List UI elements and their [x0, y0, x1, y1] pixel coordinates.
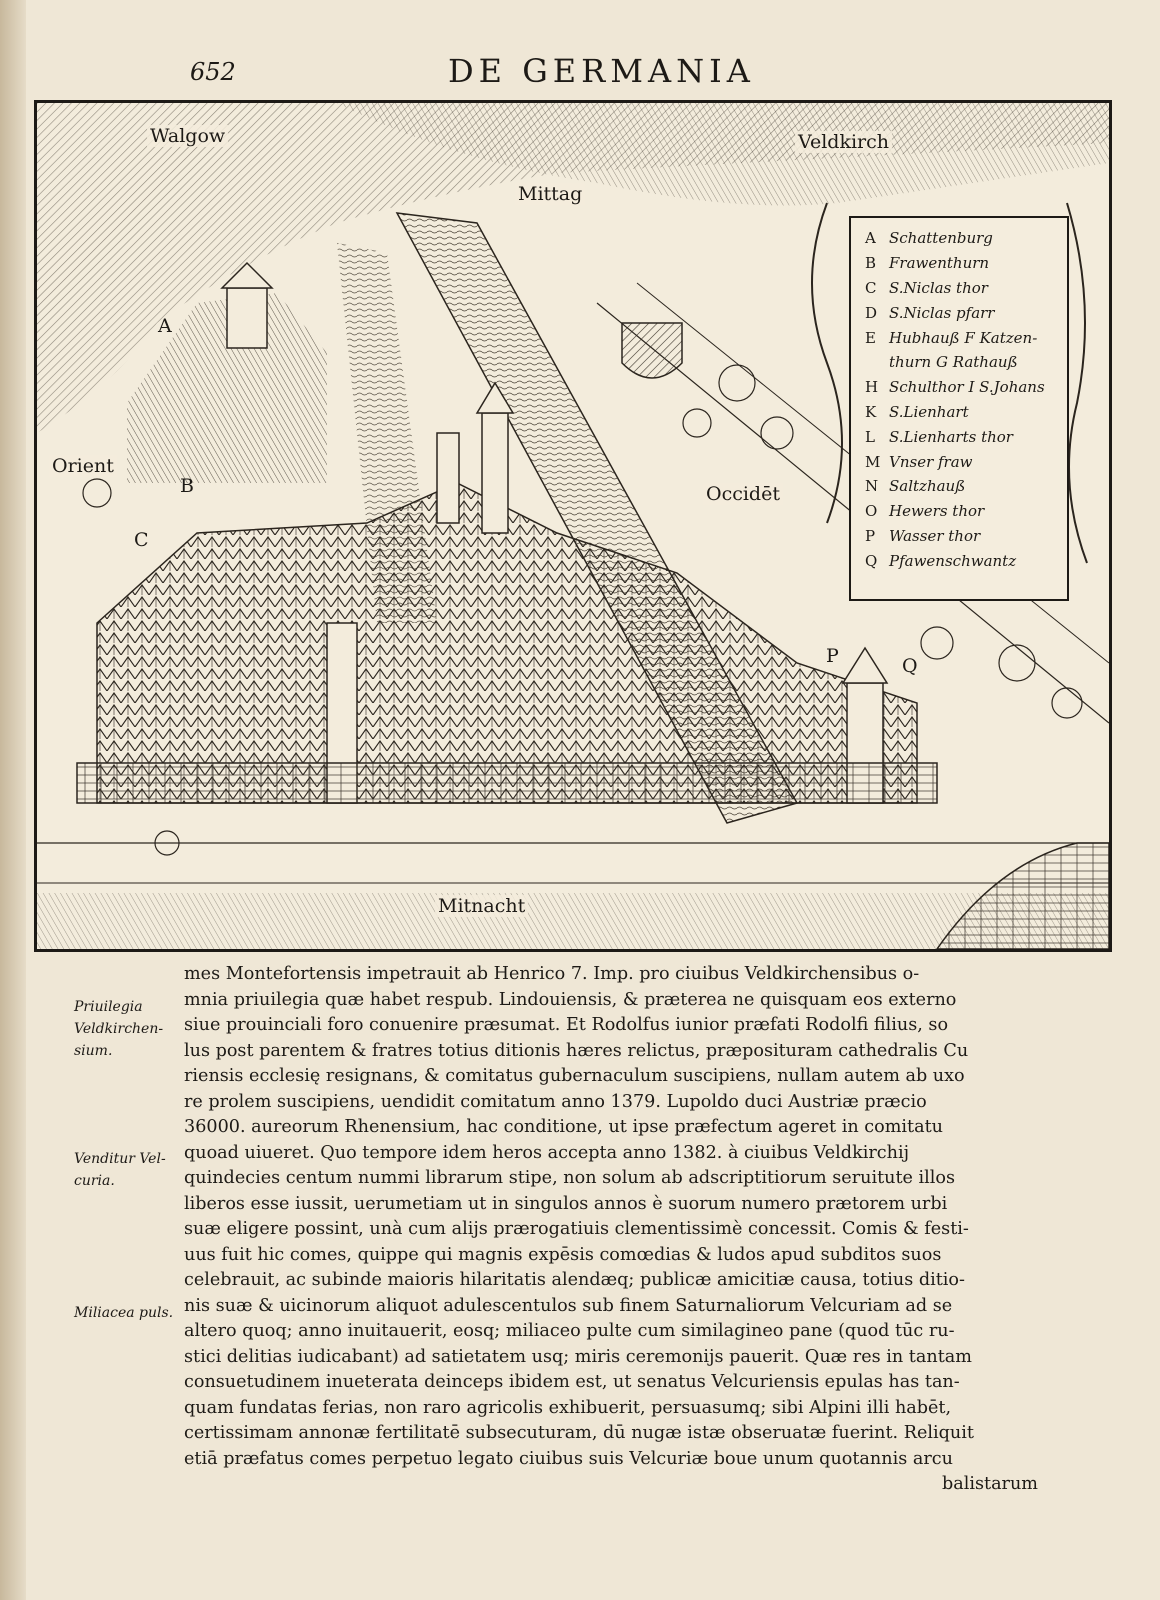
legend-text: S.Niclas thor	[889, 278, 988, 297]
legend-letter: C	[865, 278, 877, 297]
legend-row	[865, 300, 1057, 325]
body-line: certissimam annonæ fertilitatē subsecuturam, dū nugæ istæ obseruatæ fuerint. Reliquit	[184, 1423, 974, 1443]
legend-letter: N	[865, 477, 879, 496]
legend-text: Hewers thor	[889, 502, 985, 521]
body-line: suæ eligere possint, unà cum alijs prærogatiuis clementissimè concessit. Comis & festi-	[184, 1219, 969, 1239]
city-map-woodcut	[34, 100, 1112, 952]
map-letter-q: Q	[902, 655, 918, 677]
legend-text: S.Niclas pfarr	[889, 303, 995, 322]
map-letter-p: P	[826, 645, 839, 667]
legend-row	[865, 499, 1057, 524]
body-line: quoad uiueret. Quo tempore idem heros accepta anno 1382. à ciuibus Veldkirchij	[184, 1142, 910, 1163]
body-line: riensis ecclesię resignans, & comitatus gubernaculum suscipiens, nullam autem ab uxo	[184, 1066, 965, 1086]
legend-text: Hubhauß F Katzen-	[889, 328, 1038, 347]
page-number: 652	[190, 58, 236, 86]
legend-letter: K	[865, 402, 877, 421]
body-line: lus post parentem & fratres totius ditionis hæres relictus, præposituram cathedralis Cu	[184, 1040, 969, 1061]
map-label-orient: Orient	[49, 455, 117, 477]
legend-row	[865, 400, 1057, 425]
marginal-note-privileges: Priuilegia Veldkirchen-sium.	[74, 999, 164, 1059]
page-spine-shadow	[0, 0, 26, 1600]
legend-row	[865, 524, 1057, 549]
legend-letter: O	[865, 502, 878, 521]
body-line: re prolem suscipiens, uendidit comitatum anno 1379. Lupoldo duci Austriæ præcio	[184, 1091, 927, 1112]
legend-row	[865, 548, 1057, 573]
legend-letter: Q	[865, 551, 878, 570]
legend-text: thurn G Rathauß	[889, 353, 1018, 372]
legend-letter: P	[865, 526, 876, 545]
body-line: nis suæ & uicinorum aliquot adulescentulos sub finem Saturnaliorum Velcuriam ad se	[184, 1295, 953, 1316]
marginal-note-millet: Miliacea puls.	[74, 1305, 174, 1321]
legend-text: S.Lienhart	[889, 402, 969, 421]
legend-row	[865, 424, 1057, 449]
legend-row	[865, 350, 1057, 375]
legend-text: Vnser fraw	[889, 452, 973, 471]
body-line: quam fundatas ferias, non raro agricolis exhibuerit, persuasumq; sibi Alpini illi habēt,	[184, 1397, 952, 1418]
map-label-mitnacht: Mitnacht	[435, 895, 528, 917]
legend-row	[865, 375, 1057, 400]
map-letter-b: B	[180, 475, 194, 497]
legend-row	[865, 276, 1057, 301]
body-line: liberos esse iussit, uerumetiam ut in singulos annos è suorum numero prætorem urbi	[184, 1193, 948, 1214]
legend-letter: D	[865, 303, 878, 322]
body-line: celebrauit, ac subinde maioris hilaritatis alendæq; publicæ amicitiæ causa, totius ditio-	[184, 1270, 965, 1290]
running-title: DE GERMANIA	[448, 52, 755, 90]
body-line: siue prouinciali foro conuenire præsumat. Et Rodolfus iunior præfati Rodolfi filius, so	[184, 1015, 949, 1035]
map-letter-a: A	[158, 315, 172, 337]
legend-letter: M	[865, 452, 881, 471]
map-label-veldkirch: Veldkirch	[795, 131, 892, 153]
legend-text: S.Lienharts thor	[889, 427, 1013, 446]
map-letter-c: C	[134, 529, 149, 551]
legend-text: Pfawenschwantz	[889, 551, 1017, 570]
map-legend	[849, 216, 1069, 601]
page-header	[0, 48, 1160, 98]
legend-text: Schattenburg	[889, 229, 993, 248]
legend-letter: E	[865, 328, 876, 347]
body-line: consuetudinem inueterata deinceps ibidem est, ut senatus Velcuriensis epulas has tan-	[184, 1372, 960, 1392]
legend-text: Schulthor I S.Johans	[889, 378, 1045, 397]
marginal-note-sale: Venditur Vel-curia.	[74, 1151, 166, 1189]
legend-row	[865, 251, 1057, 276]
legend-letter: L	[865, 427, 875, 446]
body-line: etiā præfatus comes perpetuo legato ciuibus suis Velcuriæ boue unum quotannis arcu	[184, 1448, 953, 1469]
body-line: mes Montefortensis impetrauit ab Henrico 7. Imp. pro ciuibus Veldkirchensibus o-	[184, 964, 920, 984]
map-label-walgow: Walgow	[147, 125, 228, 147]
legend-row	[865, 474, 1057, 499]
body-line: altero quoq; anno inuitauerit, eosq; miliaceo pulte cum similagineo pane (quod tūc ru-	[184, 1321, 955, 1341]
legend-row	[865, 226, 1057, 251]
body-line: stici delitias iudicabant) ad satietatem usq; miris ceremonijs pauerit. Quæ res in tantam	[184, 1346, 972, 1367]
map-label-mittag: Mittag	[515, 183, 585, 205]
legend-row	[865, 449, 1057, 474]
legend-row	[865, 325, 1057, 350]
legend-text: Saltzhauß	[889, 477, 966, 496]
legend-text: Wasser thor	[889, 526, 981, 545]
map-label-occident: Occidēt	[703, 483, 783, 505]
body-line: mnia priuilegia quæ habet respub. Lindouiensis, & præterea ne quisquam eos externo	[184, 989, 957, 1010]
body-line: uus fuit hic comes, quippe qui magnis expēsis comœdias & ludos apud subditos suos	[184, 1244, 942, 1265]
legend-letter: H	[865, 378, 879, 397]
body-line-catchword: balistarum	[941, 1474, 1038, 1494]
body-text	[184, 962, 1064, 1498]
legend-text: Frawenthurn	[889, 254, 990, 273]
legend-letter: A	[865, 229, 876, 248]
body-line: 36000. aureorum Rhenensium, hac conditione, ut ipse præfectum ageret in comitatu	[184, 1117, 943, 1137]
legend-letter: B	[865, 254, 877, 273]
body-line: quindecies centum nummi librarum stipe, non solum ab adscriptitiorum seruitute illos	[184, 1168, 956, 1188]
